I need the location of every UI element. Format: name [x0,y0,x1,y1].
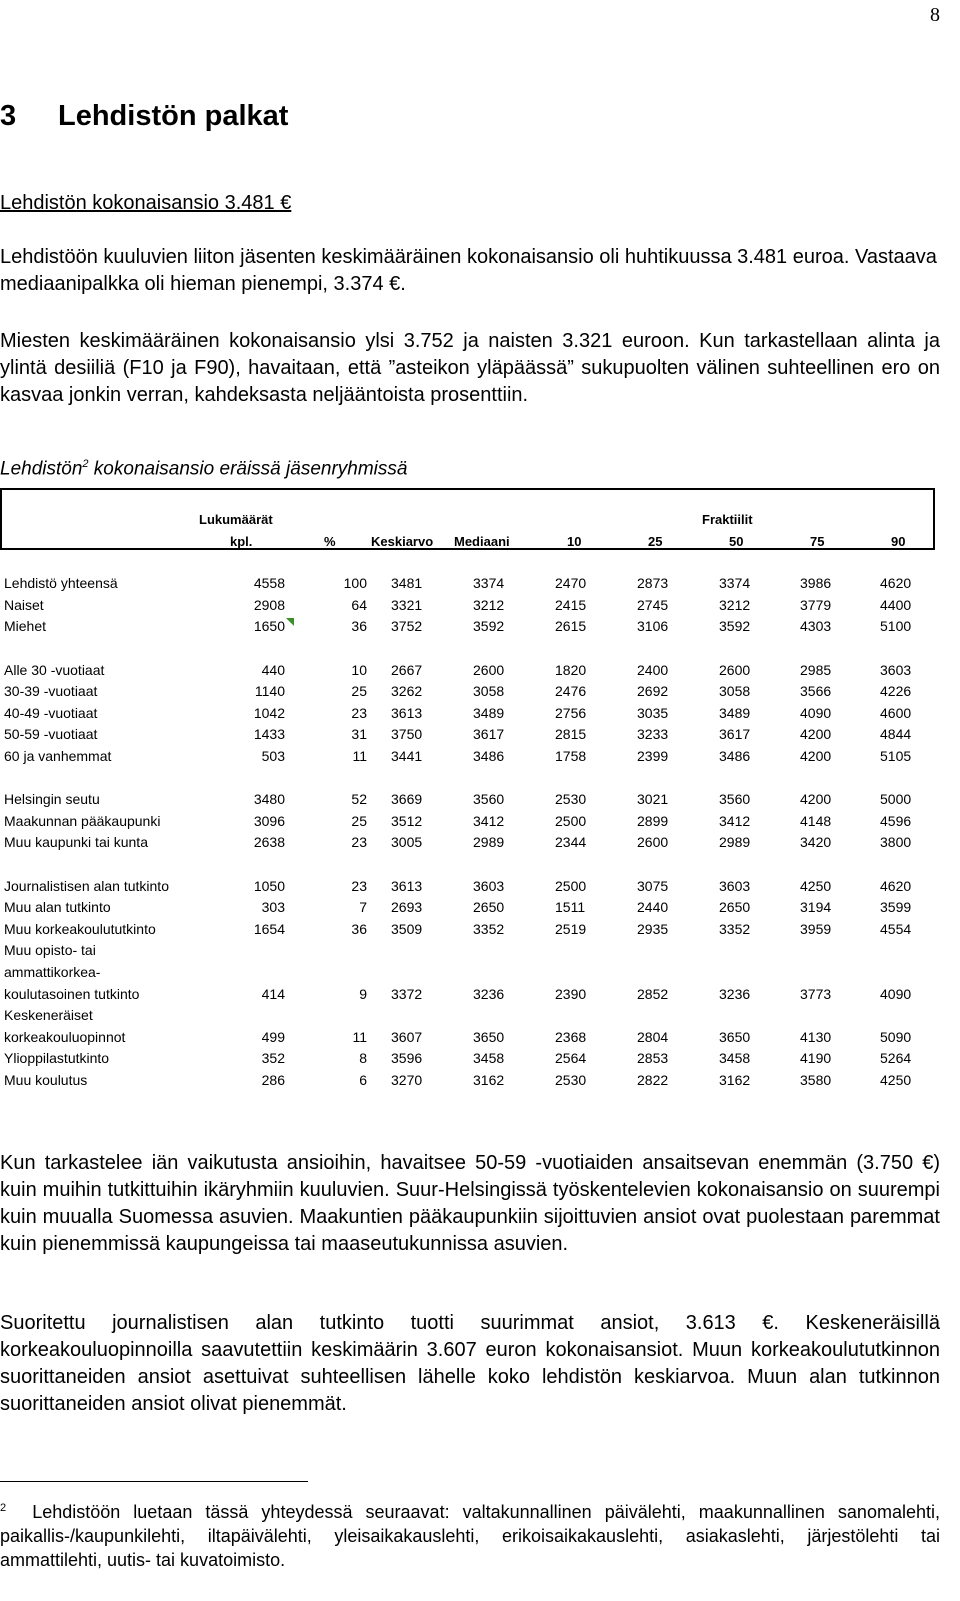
table-cell: 2600 [637,834,669,850]
table-cell: 440 [261,662,285,678]
table-row [0,813,940,834]
table-cell: 2399 [637,748,669,764]
header-col-f90: 90 [891,534,906,549]
table-cell: 8 [359,1050,367,1066]
table-cell: 3669 [391,791,423,807]
header-col-f75: 75 [810,534,825,549]
table-cell: 1758 [555,748,587,764]
header-col-f10: 10 [567,534,582,549]
footnote-text: Lehdistöön luetaan tässä yhteydessä seuraavat: valtakunnallinen päivälehti, maakunnallinen sanomalehti, paikallis-/kaupunkilehti, iltapäivälehti, yleisaikakauslehti, erikoisaikakauslehti, asiakaslehti, järjestölehti tai ammattilehti, uutis- tai kuvatoimisto. [0,1502,940,1570]
table-row [0,942,940,963]
table-cell: 2756 [555,705,587,721]
table-cell: 3005 [391,834,423,850]
table-cell: 2440 [637,899,669,915]
table-cell: 503 [261,748,285,764]
table-cell: 4250 [800,878,832,894]
table-cell: 2899 [637,813,669,829]
table-row [0,899,940,920]
table-cell: 2415 [555,597,587,613]
table-cell: 3959 [800,921,832,937]
table-cell: 3352 [473,921,505,937]
table-cell: 10 [351,662,367,678]
header-col-f50: 50 [729,534,744,549]
table-cell: 4190 [800,1050,832,1066]
table-cell: 23 [351,878,367,894]
table-cell: 4844 [880,726,912,742]
table-cell: 2667 [391,662,423,678]
table-cell: 3650 [473,1029,505,1045]
table-cell: 3486 [473,748,505,764]
table-cell: 36 [351,921,367,937]
table-cell: 3352 [719,921,751,937]
caption-text-end: kokonaisansio eräissä jäsenryhmissä [88,458,408,480]
header-col-percent: % [324,534,336,549]
table-cell: 3566 [800,683,832,699]
table-cell: 2500 [555,813,587,829]
table-cell: 3372 [391,986,423,1002]
table-cell: 3458 [719,1050,751,1066]
table-cell: 3603 [880,662,912,678]
row-label: Miehet [4,618,47,634]
table-cell: 2519 [555,921,587,937]
chapter-title: Lehdistön palkat [58,100,289,132]
row-label: koulutasoinen tutkinto [4,986,140,1002]
header-col-kpl: kpl. [230,534,253,549]
table-cell: 5100 [880,618,912,634]
table-cell: 3458 [473,1050,505,1066]
table-cell: 3374 [473,575,505,591]
row-label: Muu korkeakoulututkinto [4,921,156,937]
table-cell: 2692 [637,683,669,699]
footnote-separator [0,1481,308,1482]
table-row [0,1007,940,1028]
table-cell: 25 [351,813,367,829]
table-cell: 3162 [473,1072,505,1088]
footnote-mark: 2 [0,1502,7,1514]
row-label: Journalistisen alan tutkinto [4,878,169,894]
row-label: Muu alan tutkinto [4,899,111,915]
table-cell: 1511 [555,899,586,915]
table-cell: 2650 [719,899,751,915]
row-label: ammattikorkea- [4,964,101,980]
table-cell: 3233 [637,726,669,742]
table-cell: 2564 [555,1050,587,1066]
table-cell: 4226 [880,683,912,699]
table-row [0,964,940,985]
table-cell: 36 [351,618,367,634]
table-cell: 4090 [880,986,912,1002]
table-cell: 2853 [637,1050,669,1066]
table-cell: 4600 [880,705,912,721]
paragraph-1: Lehdistöön kuuluvien liiton jäsenten keskimääräinen kokonaisansio oli huhtikuussa 3.481 euroa. Vastaava mediaanipalkka oli hieman pienempi, 3.374 €. [0,246,937,295]
paragraph-3: Kun tarkastelee iän vaikutusta ansioihin, havaitsee 50-59 -vuotiaiden ansaitsevan enemmän (3.750 €) kuin muihin tutkittuihin ikäryhmiin kuuluvien. Suur-Helsingissä työskentelevien kokonaisansio on suurempi kuin muualla Suomessa asuvien. Maakuntien pääkaupunkiin sijoittuvien ansiot ovat puolestaan paremmat kuin pienemmissä kaupungeissa tai maaseutukunnissa asuvien. [0,1152,940,1255]
table-cell: 3058 [473,683,505,699]
caption-text-start: Lehdistön [0,458,83,480]
table-cell: 4200 [800,791,832,807]
header-col-mediaani: Mediaani [454,534,510,549]
footnote [0,1496,940,1572]
table-cell: 3262 [391,683,423,699]
table-cell: 4090 [800,705,832,721]
row-label: 40-49 -vuotiaat [4,705,98,721]
table-cell: 2638 [253,834,285,850]
header-fraktiilit: Fraktiilit [702,512,753,527]
table-cell: 52 [351,791,367,807]
table-row [0,683,940,704]
table-cell: 5090 [880,1029,912,1045]
table-cell: 3441 [391,748,423,764]
table-cell: 3560 [473,791,505,807]
table-cell: 3412 [719,813,751,829]
row-label: Muu opisto- tai [4,942,96,958]
table-cell: 3270 [391,1072,423,1088]
table-cell: 3560 [719,791,751,807]
table-cell: 2600 [473,662,505,678]
table-cell: 2344 [555,834,587,850]
table-cell: 2693 [391,899,423,915]
table-cell: 31 [351,726,367,742]
table-cell: 3596 [391,1050,423,1066]
table-cell: 11 [352,748,367,764]
table-cell: 6 [359,1072,367,1088]
table-row [0,921,940,942]
table-row [0,1050,940,1071]
table-row [0,705,940,726]
table-cell: 3162 [719,1072,751,1088]
table-cell: 3106 [637,618,669,634]
table-row [0,878,940,899]
row-label: korkeakouluopinnot [4,1029,126,1045]
table-cell: 3779 [800,597,832,613]
table-cell: 3489 [719,705,751,721]
table-cell: 23 [351,705,367,721]
table-cell: 3236 [719,986,751,1002]
table-cell: 3986 [800,575,832,591]
table-cell: 2650 [473,899,505,915]
section-subheading: Lehdistön kokonaisansio 3.481 € [0,192,292,214]
table-cell: 5264 [880,1050,912,1066]
table-cell: 3607 [391,1029,423,1045]
table-row [0,575,940,596]
table-cell: 2500 [555,878,587,894]
table-cell: 3058 [719,683,751,699]
table-cell: 4250 [880,1072,912,1088]
cell-comment-marker [286,618,294,626]
table-cell: 4148 [800,813,832,829]
table-cell: 2600 [719,662,751,678]
table-cell: 3617 [473,726,505,742]
table-cell: 23 [351,834,367,850]
table-cell: 3613 [391,878,423,894]
table-cell: 4200 [800,748,832,764]
table-cell: 3321 [391,597,423,613]
table-cell: 1820 [555,662,587,678]
row-label: Maakunnan pääkaupunki [4,813,161,829]
chapter-heading [0,100,288,133]
table-cell: 2822 [637,1072,669,1088]
table-cell: 3592 [719,618,751,634]
table-cell: 3603 [473,878,505,894]
table-cell: 4620 [880,878,912,894]
table-cell: 2908 [253,597,285,613]
table-cell: 3374 [719,575,751,591]
table-cell: 2476 [555,683,587,699]
table-cell: 4620 [880,575,912,591]
table-cell: 2852 [637,986,669,1002]
table-cell: 499 [261,1029,285,1045]
table-cell: 2985 [800,662,832,678]
table-cell: 2804 [637,1029,669,1045]
table-cell: 3096 [253,813,285,829]
row-label: Helsingin seutu [4,791,100,807]
table-cell: 2470 [555,575,587,591]
table-cell: 2989 [473,834,505,850]
paragraph-4: Suoritettu journalistisen alan tutkinto tuotti suurimmat ansiot, 3.613 €. Keskeneräisillä korkeakouluopinnoilla saavutettiin keskimäärin 3.607 euron kokonaisansiot. Muun korkeakoulututkinnon suorittaneiden ansiot asettuivat suhteellisen lähelle koko lehdistön keskiarvoa. Muun alan tutkinnon suorittaneiden ansiot olivat pienemmät. [0,1312,940,1415]
table-cell: 3194 [800,899,832,915]
table-row [0,986,940,1007]
table-cell: 3236 [473,986,505,1002]
table-row [0,791,940,812]
row-label: Keskeneräiset [4,1007,93,1023]
row-label: 30-39 -vuotiaat [4,683,98,699]
page-number: 8 [930,4,940,26]
table-cell: 4400 [880,597,912,613]
table-cell: 3489 [473,705,505,721]
table-cell: 3650 [719,1029,751,1045]
table-cell: 64 [351,597,367,613]
table-cell: 3075 [637,878,669,894]
table-cell: 3212 [473,597,505,613]
table-cell: 3212 [719,597,751,613]
table-row [0,1072,940,1093]
row-label: Ylioppilastutkinto [4,1050,110,1066]
table-cell: 4558 [253,575,285,591]
table-cell: 9 [359,986,367,1002]
table-cell: 3603 [719,878,751,894]
table-header [0,488,935,550]
table-caption [0,458,407,480]
row-label: Naiset [4,597,44,613]
table-cell: 3800 [880,834,912,850]
table-cell: 3773 [800,986,832,1002]
table-cell: 2400 [637,662,669,678]
table-cell: 2530 [555,1072,587,1088]
table-cell: 4554 [880,921,912,937]
header-col-keskiarvo: Keskiarvo [371,534,434,549]
table-cell: 7 [359,899,367,915]
row-label: 50-59 -vuotiaat [4,726,98,742]
table-cell: 4596 [880,813,912,829]
table-cell: 3486 [719,748,751,764]
table-cell: 25 [351,683,367,699]
table-cell: 1050 [253,878,285,894]
table-cell: 5000 [880,791,912,807]
table-cell: 3613 [391,705,423,721]
table-cell: 11 [352,1029,367,1045]
table-cell: 2745 [637,597,669,613]
row-label: Muu kaupunki tai kunta [4,834,148,850]
table-cell: 4303 [800,618,832,634]
table-cell: 4200 [800,726,832,742]
table-cell: 2935 [637,921,669,937]
table-cell: 100 [343,575,367,591]
table-cell: 286 [261,1072,285,1088]
table-cell: 3509 [391,921,423,937]
table-cell: 2873 [637,575,669,591]
table-cell: 2989 [719,834,751,850]
table-cell: 3580 [800,1072,832,1088]
header-lukumaarat: Lukumäärät [199,512,273,527]
chapter-number: 3 [0,100,17,132]
table-cell: 1140 [254,683,285,699]
footnote-ref: 2 [82,458,89,470]
table-cell: 5105 [880,748,912,764]
row-label: Lehdistö yhteensä [4,575,118,591]
table-row [0,834,940,855]
table-cell: 352 [261,1050,285,1066]
table-cell: 3599 [880,899,912,915]
table-cell: 2615 [555,618,587,634]
table-row [0,748,940,769]
table-cell: 303 [261,899,285,915]
table-cell: 3480 [253,791,285,807]
table-cell: 3420 [800,834,832,850]
table-cell: 3021 [637,791,669,807]
table-cell: 1650 [253,618,285,634]
table-cell: 2530 [555,791,587,807]
row-label: Alle 30 -vuotiaat [4,662,105,678]
row-label: Muu koulutus [4,1072,88,1088]
table-cell: 3750 [391,726,423,742]
table-row [0,597,940,618]
table-cell: 4130 [800,1029,832,1045]
table-row [0,726,940,747]
table-row [0,1029,940,1050]
table-cell: 3592 [473,618,505,634]
table-cell: 3752 [391,618,423,634]
table-cell: 2815 [555,726,587,742]
paragraph-2: Miesten keskimääräinen kokonaisansio ylsi 3.752 ja naisten 3.321 euroon. Kun tarkastellaan alinta ja ylintä desiiliä (F10 ja F90), havaitaan, että ”asteikon yläpäässä” sukupuolten välinen suhteellinen ero on kasvaa jonkin verran, kahdeksasta neljääntoista prosenttiin. [0,330,940,406]
table-cell: 2390 [555,986,587,1002]
header-col-f25: 25 [648,534,663,549]
table-cell: 3512 [391,813,423,829]
table-cell: 1042 [253,705,285,721]
table-cell: 3617 [719,726,751,742]
table-cell: 1433 [253,726,285,742]
table-row [0,662,940,683]
table-cell: 3035 [637,705,669,721]
table-cell: 1654 [253,921,285,937]
table-cell: 2368 [555,1029,587,1045]
row-label: 60 ja vanhemmat [4,748,112,764]
table-cell: 3412 [473,813,505,829]
table-row [0,618,940,639]
table-cell: 3481 [391,575,423,591]
table-cell: 414 [261,986,285,1002]
